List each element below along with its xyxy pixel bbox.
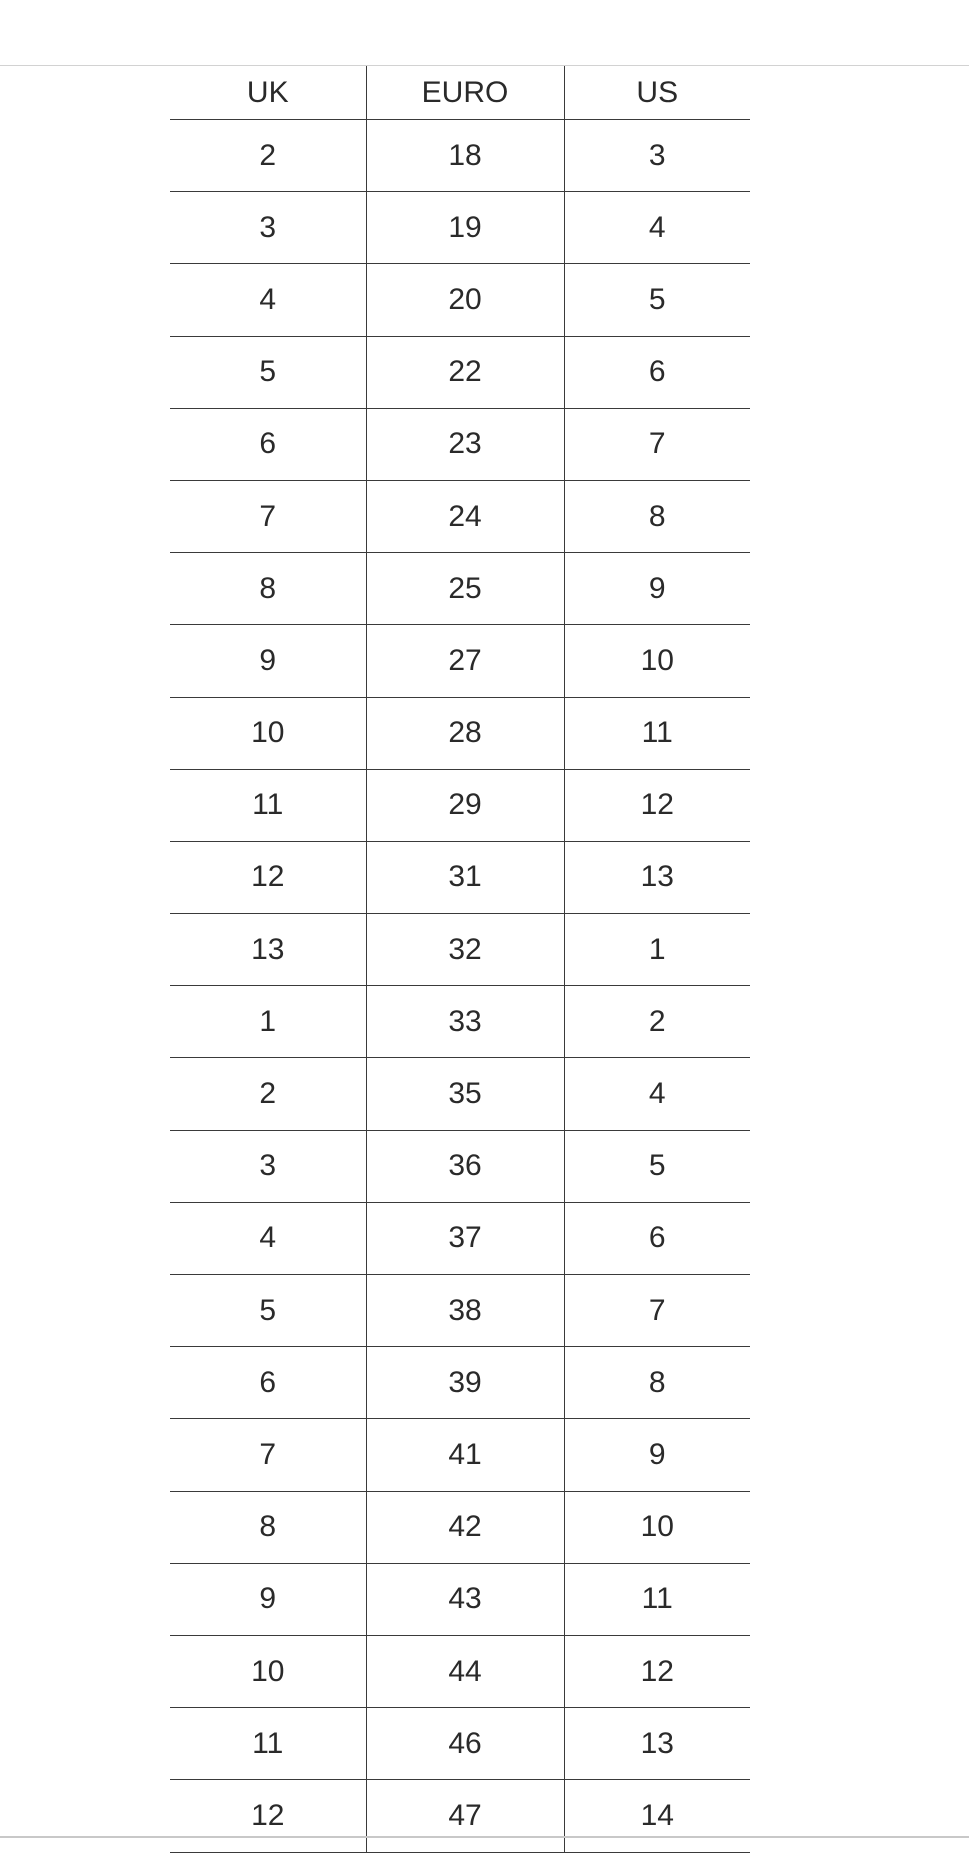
table-row [170,1708,750,1780]
table-row [170,192,750,264]
table-row [170,1202,750,1274]
cell-us: 10 [564,1491,750,1563]
cell-us: 5 [564,1130,750,1202]
cell-euro: 29 [366,769,564,841]
cell-us: 1 [564,914,750,986]
table-row [170,553,750,625]
cell-euro: 33 [366,986,564,1058]
cell-us: 10 [564,625,750,697]
cell-uk: 5 [170,1275,366,1347]
cell-euro: 44 [366,1635,564,1707]
table-row [170,769,750,841]
cell-uk: 12 [170,841,366,913]
cell-uk: 10 [170,1635,366,1707]
cell-euro: 32 [366,914,564,986]
cell-euro: 43 [366,1563,564,1635]
cell-euro: 38 [366,1275,564,1347]
cell-euro: 25 [366,553,564,625]
cell-us: 13 [564,841,750,913]
cell-us: 7 [564,1275,750,1347]
table-row [170,914,750,986]
table-header-row [170,66,750,120]
cell-us: 7 [564,408,750,480]
table-row [170,1635,750,1707]
table-row [170,1130,750,1202]
cell-euro: 24 [366,480,564,552]
cell-us: 8 [564,1347,750,1419]
cell-euro: 35 [366,1058,564,1130]
table-body [170,120,750,1853]
cell-us: 11 [564,1563,750,1635]
cell-us: 14 [564,1780,750,1852]
table-row [170,697,750,769]
cell-uk: 1 [170,986,366,1058]
cell-euro: 41 [366,1419,564,1491]
cell-us: 9 [564,1419,750,1491]
cell-us: 4 [564,192,750,264]
table-row [170,408,750,480]
bottom-divider [0,1836,969,1838]
cell-uk: 5 [170,336,366,408]
cell-uk: 3 [170,1130,366,1202]
cell-uk: 13 [170,914,366,986]
table-row [170,264,750,336]
cell-euro: 36 [366,1130,564,1202]
cell-euro: 46 [366,1708,564,1780]
cell-euro: 28 [366,697,564,769]
cell-uk: 10 [170,697,366,769]
cell-uk: 11 [170,1708,366,1780]
table-row [170,120,750,192]
table-row [170,986,750,1058]
cell-uk: 2 [170,1058,366,1130]
table-row [170,1058,750,1130]
table-row [170,1347,750,1419]
cell-uk: 8 [170,553,366,625]
cell-us: 6 [564,336,750,408]
table-row [170,1780,750,1852]
cell-us: 11 [564,697,750,769]
cell-us: 3 [564,120,750,192]
cell-euro: 39 [366,1347,564,1419]
cell-uk: 4 [170,1202,366,1274]
cell-uk: 8 [170,1491,366,1563]
cell-us: 6 [564,1202,750,1274]
table-row [170,841,750,913]
cell-uk: 4 [170,264,366,336]
cell-euro: 27 [366,625,564,697]
cell-us: 13 [564,1708,750,1780]
cell-euro: 23 [366,408,564,480]
column-header-euro: EURO [366,66,564,120]
cell-us: 12 [564,769,750,841]
cell-us: 2 [564,986,750,1058]
table-row [170,480,750,552]
cell-us: 4 [564,1058,750,1130]
table-row [170,1419,750,1491]
cell-uk: 9 [170,625,366,697]
cell-uk: 9 [170,1563,366,1635]
table-row [170,1563,750,1635]
cell-us: 12 [564,1635,750,1707]
column-header-us: US [564,66,750,120]
cell-uk: 7 [170,480,366,552]
cell-us: 8 [564,480,750,552]
table-header [170,66,750,120]
table-row [170,625,750,697]
cell-uk: 11 [170,769,366,841]
cell-us: 5 [564,264,750,336]
table-row [170,336,750,408]
table-row [170,1491,750,1563]
cell-euro: 19 [366,192,564,264]
cell-uk: 6 [170,1347,366,1419]
cell-uk: 7 [170,1419,366,1491]
cell-euro: 20 [366,264,564,336]
cell-uk: 2 [170,120,366,192]
cell-uk: 3 [170,192,366,264]
cell-us: 9 [564,553,750,625]
size-conversion-table [170,66,750,1853]
cell-euro: 37 [366,1202,564,1274]
column-header-uk: UK [170,66,366,120]
cell-uk: 12 [170,1780,366,1852]
table-row [170,1275,750,1347]
cell-euro: 18 [366,120,564,192]
cell-uk: 6 [170,408,366,480]
cell-euro: 47 [366,1780,564,1852]
cell-euro: 22 [366,336,564,408]
cell-euro: 42 [366,1491,564,1563]
cell-euro: 31 [366,841,564,913]
